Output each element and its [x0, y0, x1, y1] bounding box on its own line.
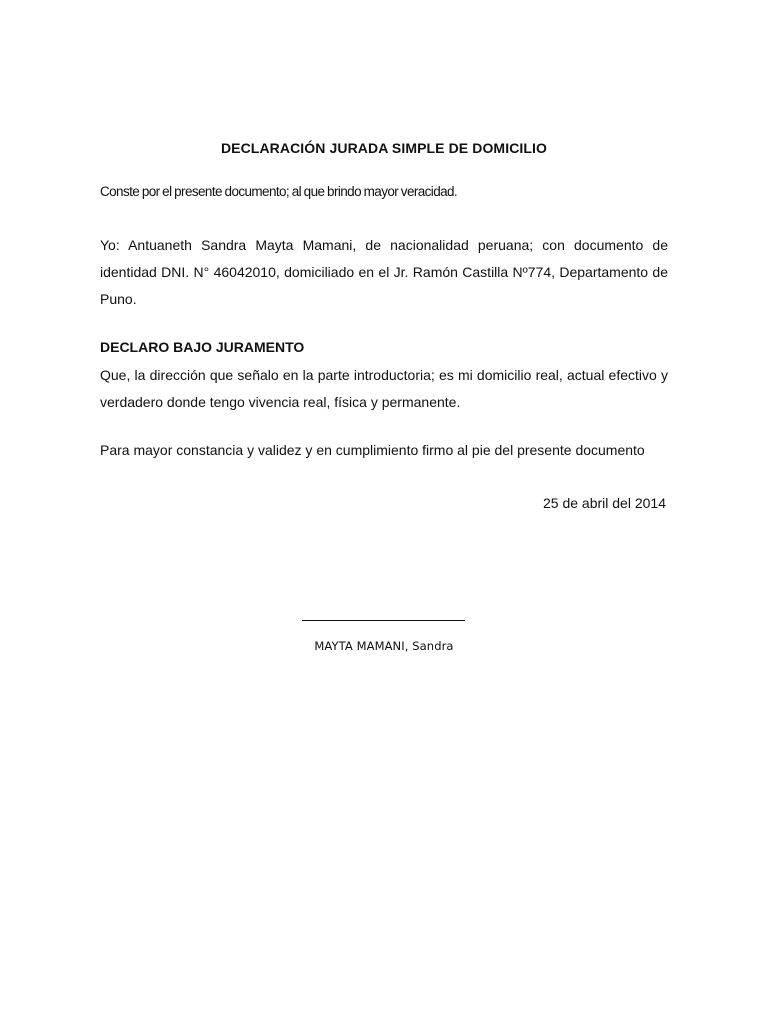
oath-heading: DECLARO BAJO JURAMENTO: [100, 339, 305, 355]
document-title: DECLARACIÓN JURADA SIMPLE DE DOMICILIO: [220, 140, 548, 156]
declarant-paragraph: Yo: Antuaneth Sandra Mayta Mamani, de nacionalidad peruana; con documento de identidad DNI. N° 46042010, domiciliado en el Jr. Ramón Castilla Nº774, Departamento de Puno.: [100, 237, 668, 307]
signature-line: [302, 620, 465, 621]
closing-paragraph: Para mayor constancia y validez y en cumplimiento firmo al pie del presente documento: [100, 442, 645, 458]
signatory-name: MAYTA MAMANI, Sandra: [314, 639, 454, 653]
oath-statement: Que, la dirección que señalo en la parte introductoria; es mi domicilio real, actual efectivo y verdadero donde tengo vivencia real, física y permanente.: [100, 367, 668, 410]
document-date: 25 de abril del 2014: [543, 495, 666, 511]
intro-line: Conste por el presente documento; al que brindo mayor veracidad.: [100, 184, 458, 199]
